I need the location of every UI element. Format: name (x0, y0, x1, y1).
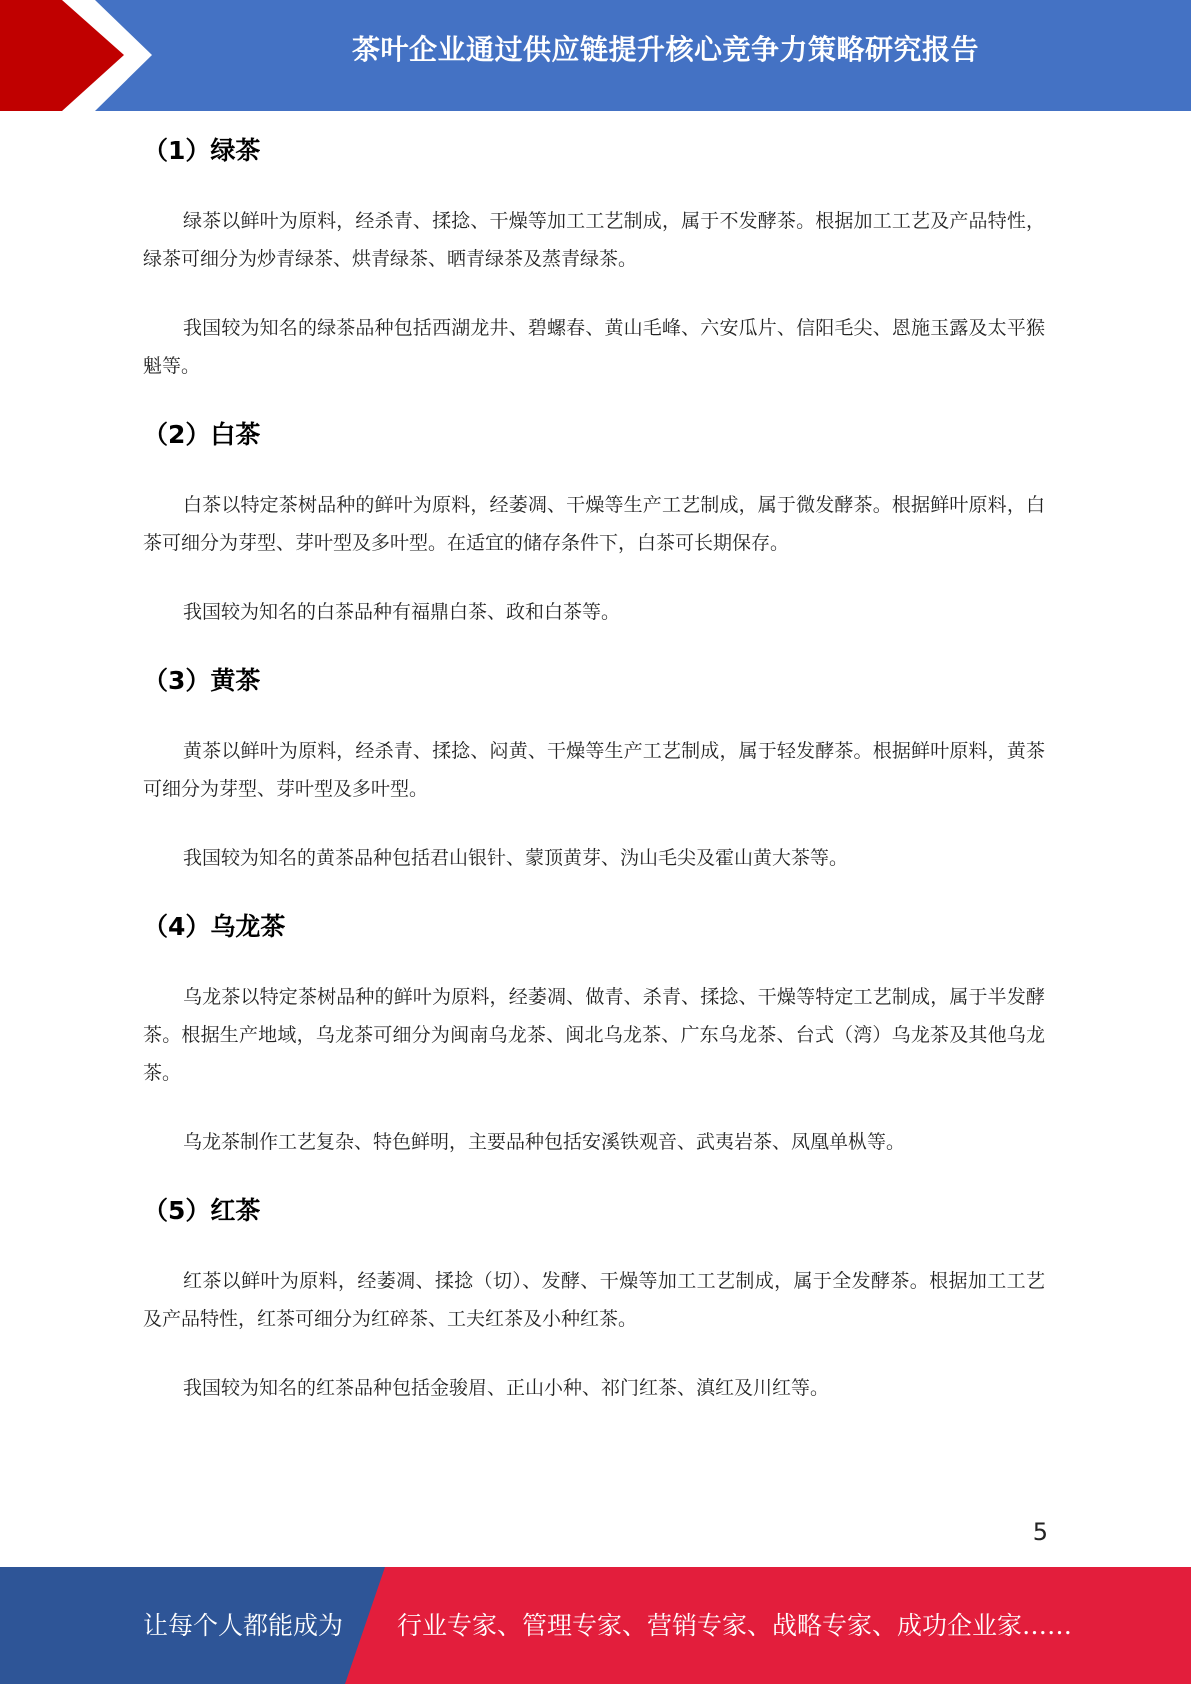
paragraph: 我国较为知名的绿茶品种包括西湖龙井、碧螺春、黄山毛峰、六安瓜片、信阳毛尖、恩施玉露及太平猴魁等。 (143, 317, 1045, 377)
section-heading-green-tea: （1）绿茶 (143, 136, 261, 165)
footer-slogan-left: 让每个人都能成为 (143, 1611, 344, 1640)
header-chevron-decoration (0, 0, 160, 111)
section-heading-white-tea: （2）白茶 (143, 420, 261, 449)
footer-slogan-right: 行业专家、管理专家、营销专家、战略专家、成功企业家…… (397, 1611, 1073, 1640)
paragraph: 红茶以鲜叶为原料，经萎凋、揉捻（切）、发酵、干燥等加工工艺制成，属于全发酵茶。根据加工工艺及产品特性，红茶可细分为红碎茶、工夫红茶及小种红茶。 (143, 1270, 1045, 1330)
paragraph: 我国较为知名的白茶品种有福鼎白茶、政和白茶等。 (183, 601, 621, 623)
footer-banner (0, 1567, 1191, 1684)
paragraph: 乌龙茶以特定茶树品种的鲜叶为原料，经萎凋、做青、杀青、揉捻、干燥等特定工艺制成，属于半发酵茶。根据生产地域，乌龙茶可细分为闽南乌龙茶、闽北乌龙茶、广东乌龙茶、台式（湾）乌龙茶及其他乌龙茶。 (143, 986, 1045, 1084)
section-heading-oolong-tea: （4）乌龙茶 (143, 912, 286, 941)
page-number: 5 (1032, 1518, 1048, 1546)
paragraph: 我国较为知名的黄茶品种包括君山银针、蒙顶黄芽、沩山毛尖及霍山黄大茶等。 (183, 847, 849, 869)
paragraph: 绿茶以鲜叶为原料，经杀青、揉捻、干燥等加工工艺制成，属于不发酵茶。根据加工工艺及产品特性，绿茶可细分为炒青绿茶、烘青绿茶、晒青绿茶及蒸青绿茶。 (143, 210, 1045, 270)
paragraph: 乌龙茶制作工艺复杂、特色鲜明，主要品种包括安溪铁观音、武夷岩茶、凤凰单枞等。 (183, 1131, 906, 1153)
paragraph: 白茶以特定茶树品种的鲜叶为原料，经萎凋、干燥等生产工艺制成，属于微发酵茶。根据鲜叶原料，白茶可细分为芽型、芽叶型及多叶型。在适宜的储存条件下，白茶可长期保存。 (143, 494, 1045, 554)
section-heading-black-tea: （5）红茶 (143, 1196, 261, 1225)
paragraph: 黄茶以鲜叶为原料，经杀青、揉捻、闷黄、干燥等生产工艺制成，属于轻发酵茶。根据鲜叶原料，黄茶可细分为芽型、芽叶型及多叶型。 (143, 740, 1045, 800)
report-title: 茶叶企业通过供应链提升核心竞争力策略研究报告 (351, 33, 979, 66)
paragraph: 我国较为知名的红茶品种包括金骏眉、正山小种、祁门红茶、滇红及川红等。 (183, 1377, 830, 1399)
main-content (143, 124, 1045, 1407)
header-banner (0, 0, 1191, 111)
section-heading-yellow-tea: （3）黄茶 (143, 666, 261, 695)
